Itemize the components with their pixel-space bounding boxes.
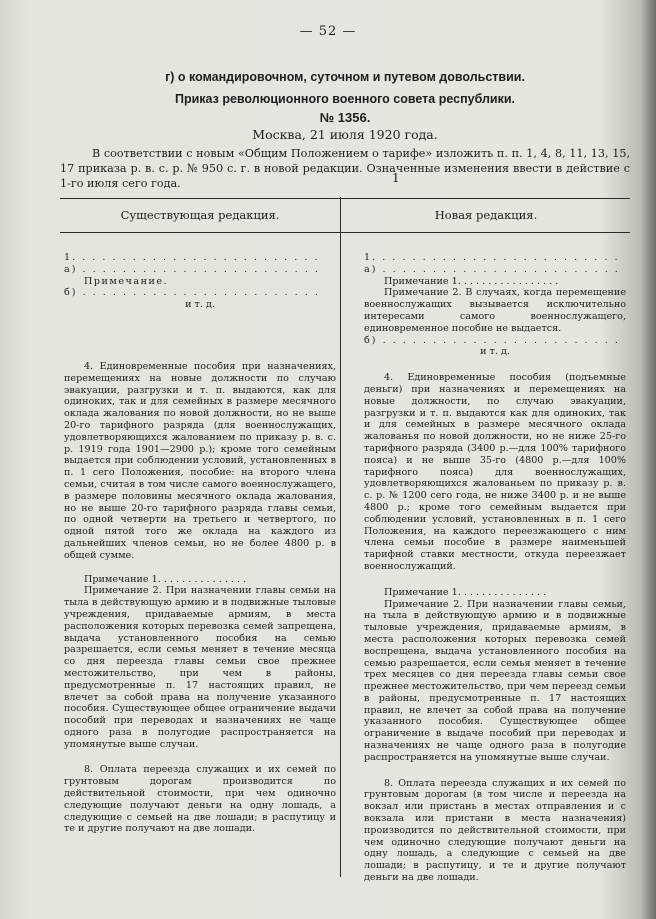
left-column xyxy=(64,252,336,835)
right-item-1: 1. . . . . . . . . . . . . . . . . . . . . . . . . xyxy=(364,252,620,263)
left-paragraph-8: 8. Оплата переезда служащих и их семей по грунтовым дорогам производится по действительной стоимости, при чем одиночно следующие получают деньги на одну лошадь, а следующие с семьей на две лошади; в распутицу и те и другие получают на две лошади. xyxy=(64,764,336,835)
left-item-a: а) . . . . . . . . . . . . . . . . . . . . . . . . xyxy=(64,263,320,275)
column-divider xyxy=(340,197,341,877)
page-number: — 52 — xyxy=(299,24,357,39)
right-column-header: Новая редакция. xyxy=(434,208,538,222)
left-note: Примечание. xyxy=(84,275,169,287)
left-item-1: 1. . . . . . . . . . . . . . . . . . . . . . . . . xyxy=(64,252,320,263)
right-paragraph-8: 8. Оплата переезда служащих и их семей по грунтовым дорогам (в том числе и переезда на вокзал или пристань в местах отправления и с вокзала или пристани в места назначения) производится по действительной стоимости, при чем одиночно следующие получают деньги на одну лошадь, а следующие с семьей на две лошади; в распутицу, и те и другие получают деньги на две лошади. xyxy=(364,777,626,884)
left-etc: и т. д. xyxy=(185,299,215,311)
right-column xyxy=(364,252,626,884)
left-note-1: Примечание 1. . . . . . . . . . . . . . . xyxy=(84,573,247,585)
table-header-rule xyxy=(60,232,630,233)
order-date: Москва, 21 июля 1920 года. xyxy=(252,127,438,142)
right-paragraph-4: 4. Единовременные пособия (подъемные деньги) при назначениях и перемещениях на новые должности, по случаю эвакуации, разгрузки и т. п. выдаются как для одиноких, так и для семейных в размере месячного оклада жалованья по новой должности, но не ниже 25-го тарифного разряда (3400 р.—для 100% тарифного пояса) и не выше 35-го (4800 р.—для 100% тарифного пояса) для военнослужащих, удовлетворяющихся жалованьем по приказу р. в. с. р. № 1200 сего года, не ниже 3400 р. и не выше 4800 р.; кроме того семейным выдается при соблюдении условий, установленных в п. 1 сего Положения, на каждого переезжающего с ним члена семьи пособие в размере наименьшей тарифной ставки местности, откуда переезжает военнослужащий. xyxy=(364,372,626,572)
right-etc: и т. д. xyxy=(480,346,510,358)
left-note-2: Примечание 2. При назначении главы семьи на тыла в действующую армию и в подвижные тыловые учреждения, придаваемые армиям, в места расположения которых перевозка семей запрещена, выдача установленного пособия на семью разрешается, если семья меняет в течение месяца со дня переезда главы семьи свое прежнее местожительство, при чем в районы, предусмотренные п. 17 настоящих правил, не влечет за собой права на получение указанного пособия. Существующее общее ограничение выдачи пособий при переводах и назначениях не чаще одного раза в полугодие распространяется на упомянутые выше случаи. xyxy=(64,585,336,750)
intro-paragraph: В соответствии с новым «Общим Положением о тарифе» изложить п. п. 1, 4, 8, 11, 13, 15, 17 приказа р. в. с. р. № 950 с. г. в новой редакции. Означенные изменения ввести в действие с 1-го июля сего года. xyxy=(60,147,630,190)
right-note-1-short: Примечание 1. . . . . . . . . . . . . . . . . xyxy=(384,275,559,287)
right-item-a: а) . . . . . . . . . . . . . . . . . . . . . . . . xyxy=(364,263,620,275)
right-note-2: Примечание 2. При назначении главы семьи, на тыла в действующую армию и в подвижные тыловые учреждения, придаваемые армиям, в места расположения которых перевозка семей воспрещена, выдача установленного пособия на семью разрешается, если семья меняет в течение трех месяцев со дня переезда главы семьи свое прежнее местожительство, при чем переезд семьи в районы, предусмотренные п. 17 настоящих правил, не влечет за собой права на получение указанного пособия. Существующее общее ограничение в выдаче пособий при переводах и назначениях не чаще одного раза в полугодие распространяется на упомянутые выше случаи. xyxy=(364,598,626,763)
table-top-rule xyxy=(60,198,630,199)
section-title: г) о командировочном, суточном и путевом довольствии. xyxy=(165,70,525,84)
left-paragraph-4: 4. Единовременные пособия при назначениях, перемещениях на новые должности по случаю эвакуации, разгрузки и т. п. выдаются, как для одиноких, так и для семейных в размере месячного оклада жалования по новой должности, но не выше 20-го тарифного разряда (для военнослужащих, удовлетворяющихся жалованием по приказу р. в. с. р. 1919 года 1901—2900 р.); кроме того семейным выдается при соблюдении условий, установленных в п. 1 сего Положения, пособие: на второго члена семьи, считая в том числе самого военнослужащего, в размере половины месячного оклада жалования, но не выше 20-го тарифного разряда главы семьи, по одной четверти на третьего и четвертого, по одной пятой того же оклада на каждого из дальнейших членов семьи, но не более 4800 р. в общей сумме. xyxy=(64,360,336,561)
right-note-1: Примечание 1. . . . . . . . . . . . . . . xyxy=(384,586,547,598)
order-title: Приказ революционного военного совета республики. xyxy=(174,92,516,106)
order-number: № 1356. xyxy=(319,110,371,125)
left-item-b: б) . . . . . . . . . . . . . . . . . . . . . . . . xyxy=(64,287,320,299)
margin-mark: 1 xyxy=(392,171,400,185)
right-item-b: б) . . . . . . . . . . . . . . . . . . . . . . . . xyxy=(364,334,620,346)
right-note-2-short: Примечание 2. В случаях, когда перемещение военнослужащих вызывается исключительно интересами самого военнослужащего, единовременное пособие не выдается. xyxy=(364,287,626,334)
left-column-header: Существующая редакция. xyxy=(120,208,280,222)
